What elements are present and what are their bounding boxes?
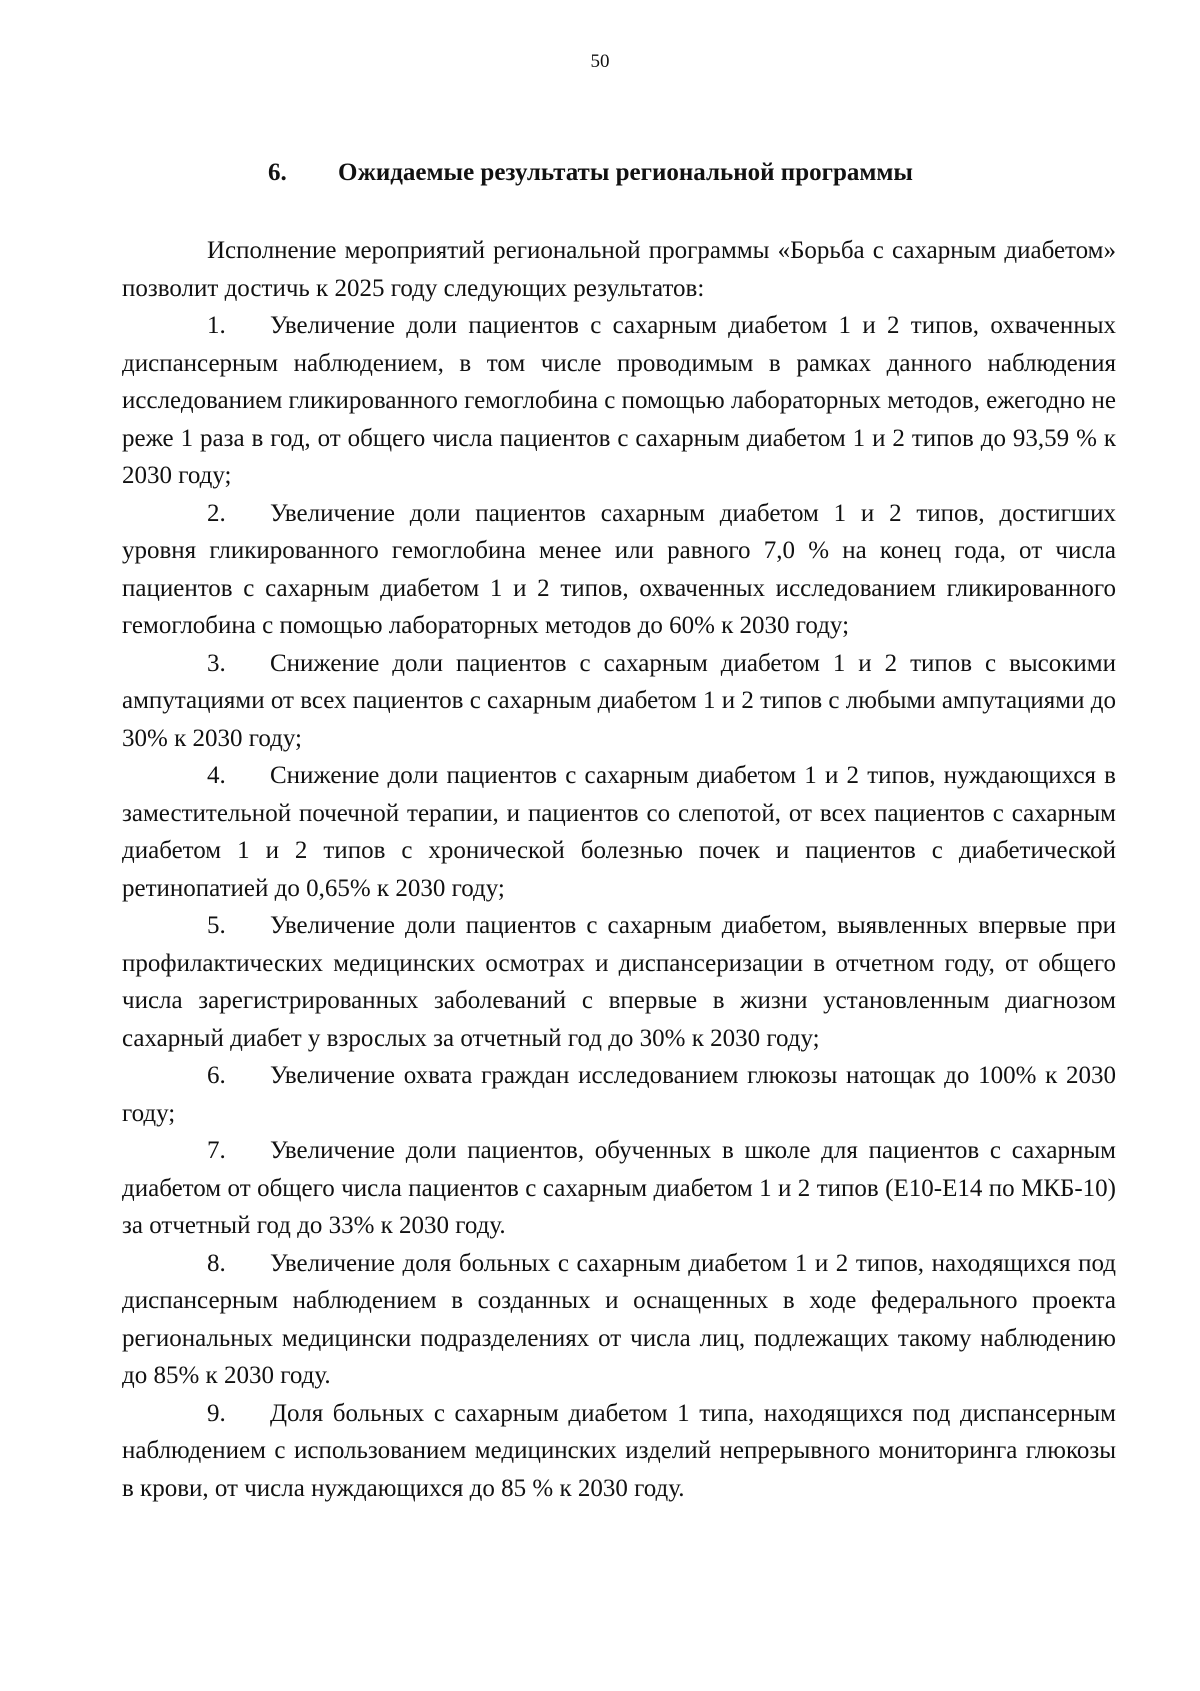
- list-item-text: Увеличение доли пациентов сахарным диабетом 1 и 2 типов, достигших уровня гликированного гемоглобина менее или равного 7,0 % на конец года, от числа пациентов с сахарным диабетом 1 и 2 типов, охваченных исследованием гликированного гемоглобина с помощью лабораторных методов до 60% к 2030 году;: [122, 499, 1116, 639]
- list-item-number: 6.: [207, 1062, 226, 1089]
- list-item-number: 8.: [207, 1249, 226, 1277]
- list-item-text: Увеличение доли пациентов, обученных в школе для пациентов с сахарным диабетом от общего числа пациентов с сахарным диабетом 1 и 2 типов (E10-E14 по МКБ-10) за отчетный год до 33% к 2030 году.: [122, 1137, 1116, 1239]
- list-item-text: Снижение доли пациентов с сахарным диабетом 1 и 2 типов с высокими ампутациями от всех пациентов с сахарным диабетом 1 и 2 типов с любыми ампутациями до 30% к 2030 году;: [122, 649, 1116, 752]
- intro-paragraph: Исполнение мероприятий региональной программы «Борьба с сахарным диабетом» позволит достичь к 2025 году следующих результатов:: [122, 237, 1116, 302]
- list-item-text: Увеличение доли пациентов с сахарным диабетом, выявленных впервые при профилактических медицинских осмотрах и диспансеризации в отчетном году, от общего числа зарегистрированных заболеваний с впервые в жизни установленным диагнозом сахарный диабет у взрослых за отчетный год до 30% к 2030 году;: [122, 912, 1116, 1052]
- page-number: 50: [590, 51, 610, 72]
- list-item-number: 2.: [207, 499, 226, 527]
- list-item-text: Снижение доли пациентов с сахарным диабетом 1 и 2 типов, нуждающихся в заместительной почечной терапии, и пациентов со слепотой, от всех пациентов с сахарным диабетом 1 и 2 типов с хронической болезнью почек и пациентов с диабетической ретинопатией до 0,65% к 2030 году;: [122, 762, 1116, 902]
- document-body: [122, 232, 1116, 1507]
- list-item: [122, 1245, 1116, 1395]
- list-item: [122, 1057, 1116, 1132]
- list-item-number: 3.: [207, 649, 226, 677]
- list-item: [122, 1132, 1116, 1245]
- list-item: [122, 495, 1116, 645]
- list-item: [122, 645, 1116, 758]
- list-item: [122, 307, 1116, 495]
- list-item-number: 4.: [207, 762, 226, 789]
- list-item: [122, 757, 1116, 907]
- list-item-number: 5.: [207, 912, 226, 939]
- section-number: 6.: [268, 159, 287, 186]
- list-item-number: 7.: [207, 1137, 226, 1164]
- list-item-number: 9.: [207, 1399, 226, 1427]
- list-item-number: 1.: [207, 312, 226, 339]
- section-title: Ожидаемые результаты региональной программы: [338, 159, 913, 186]
- list-item: [122, 907, 1116, 1057]
- section-heading: [268, 157, 913, 189]
- list-item-text: Увеличение доли пациентов с сахарным диабетом 1 и 2 типов, охваченных диспансерным наблюдением, в том числе проводимым в рамках данного наблюдения исследованием гликированного гемоглобина с помощью лабораторных методов, ежегодно не реже 1 раза в год, от общего числа пациентов с сахарным диабетом 1 и 2 типов до 93,59 % к 2030 году;: [122, 312, 1116, 489]
- list-item-text: Доля больных с сахарным диабетом 1 типа, находящихся под диспансерным наблюдением с использованием медицинских изделий непрерывного мониторинга глюкозы в крови, от числа нуждающихся до 85 % к 2030 году.: [122, 1399, 1116, 1502]
- list-item-text: Увеличение охвата граждан исследованием глюкозы натощак до 100% к 2030 году;: [122, 1062, 1116, 1127]
- list-item: [122, 1395, 1116, 1508]
- list-item-text: Увеличение доля больных с сахарным диабетом 1 и 2 типов, находящихся под диспансерным наблюдением в созданных и оснащенных в ходе федерального проекта региональных медицински подразделениях от числа лиц, подлежащих такому наблюдению до 85% к 2030 году.: [122, 1249, 1116, 1389]
